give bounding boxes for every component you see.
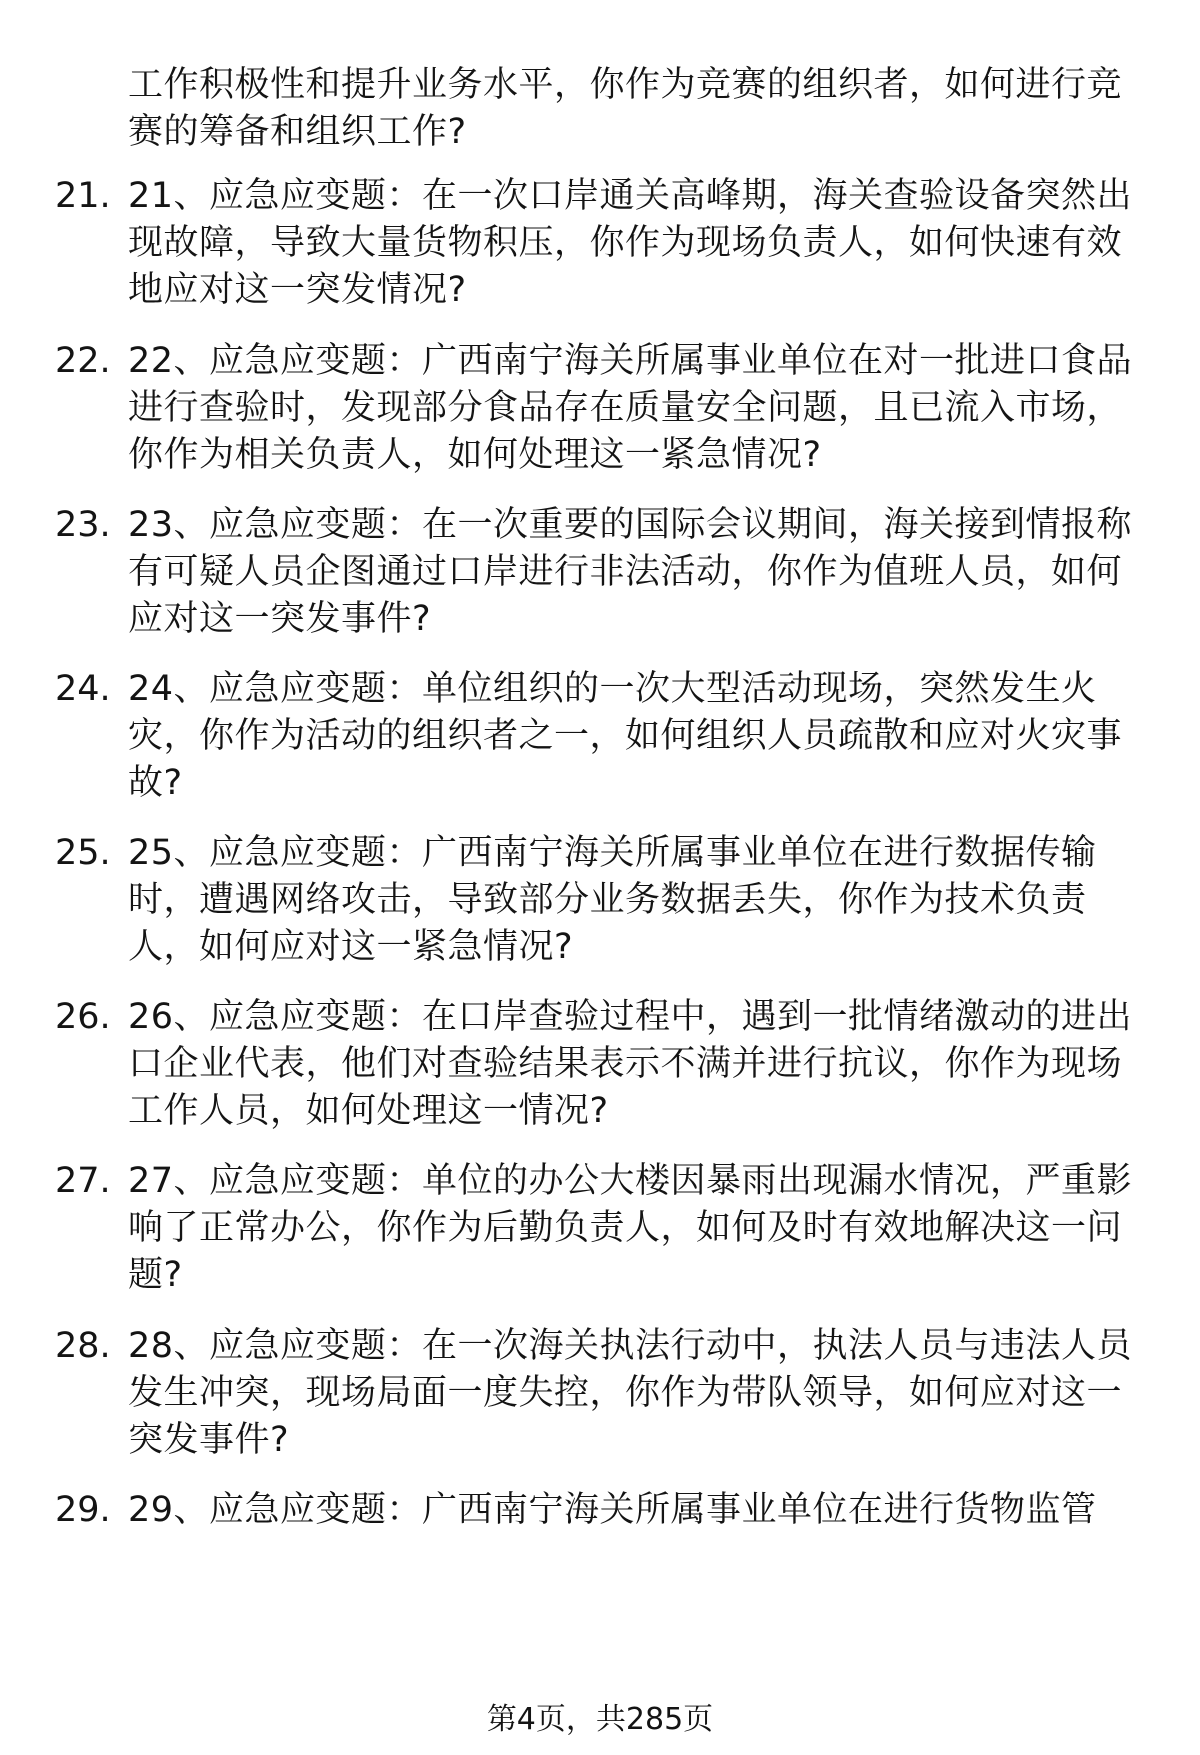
question-text: 22、应急应变题：广西南宁海关所属事业单位在对一批进口食品进行查验时，发现部分食品存在质量安全问题，且已流入市场，你作为相关负责人，如何处理这一紧急情况? <box>128 341 1133 475</box>
question-text: 27、应急应变题：单位的办公大楼因暴雨出现漏水情况，严重影响了正常办公，你作为后勤负责人，如何及时有效地解决这一问题? <box>128 1161 1133 1295</box>
question-number: 26. <box>55 997 111 1037</box>
question-text: 26、应急应变题：在口岸查验过程中，遇到一批情绪激动的进出口企业代表，他们对查验结果表示不满并进行抗议，你作为现场工作人员，如何处理这一情况? <box>128 997 1133 1131</box>
question-number: 24. <box>55 669 111 709</box>
question-number: 25. <box>55 833 111 873</box>
question-number: 27. <box>55 1161 111 1201</box>
question-number: 29. <box>55 1490 111 1530</box>
question-text: 23、应急应变题：在一次重要的国际会议期间，海关接到情报称有可疑人员企图通过口岸进行非法活动，你作为值班人员，如何应对这一突发事件? <box>128 505 1133 639</box>
question-text: 24、应急应变题：单位组织的一次大型活动现场，突然发生火灾，你作为活动的组织者之一，如何组织人员疏散和应对火灾事故? <box>128 669 1123 803</box>
question-number: 21. <box>55 176 111 216</box>
question-text: 21、应急应变题：在一次口岸通关高峰期，海关查验设备突然出现故障，导致大量货物积压，你作为现场负责人，如何快速有效地应对这一突发情况? <box>128 176 1133 310</box>
question-text: 28、应急应变题：在一次海关执法行动中，执法人员与违法人员发生冲突，现场局面一度失控，你作为带队领导，如何应对这一突发事件? <box>128 1326 1133 1460</box>
intro-paragraph: 工作积极性和提升业务水平，你作为竞赛的组织者，如何进行竞赛的筹备和组织工作? <box>128 65 1123 152</box>
question-text: 29、应急应变题：广西南宁海关所属事业单位在进行货物监管 <box>128 1490 1097 1530</box>
question-number: 28. <box>55 1326 111 1366</box>
question-number: 23. <box>55 505 111 545</box>
page-footer: 第4页，共285页 <box>486 1702 714 1737</box>
question-text: 25、应急应变题：广西南宁海关所属事业单位在进行数据传输时，遭遇网络攻击，导致部分业务数据丢失，你作为技术负责人，如何应对这一紧急情况? <box>128 833 1097 967</box>
question-number: 22. <box>55 341 111 381</box>
